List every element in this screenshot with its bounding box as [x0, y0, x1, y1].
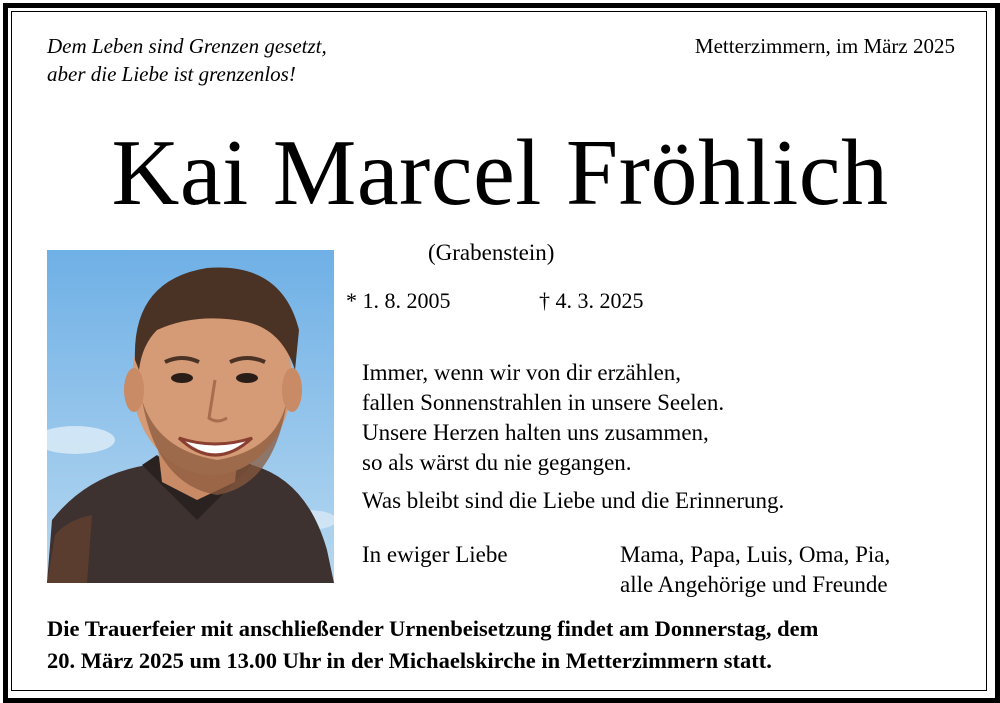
- death-date: † 4. 3. 2025: [539, 288, 644, 313]
- funeral-notice-line-2: 20. März 2025 um 13.00 Uhr in der Michaelskirche in Metterzimmern statt.: [47, 648, 772, 673]
- portrait-photo: [47, 250, 334, 583]
- place-date: Metterzimmern, im März 2025: [694, 34, 955, 58]
- poem-final-line: Was bleibt sind die Liebe und die Erinnerung.: [362, 488, 785, 513]
- poem-line: so als wärst du nie gegangen.: [362, 450, 632, 475]
- poem: [362, 358, 724, 478]
- funeral-notice-line-1: Die Trauerfeier mit anschließender Urnenbeisetzung findet am Donnerstag, dem: [47, 616, 819, 641]
- funeral-notice: [47, 613, 818, 677]
- birth-date: * 1. 8. 2005: [346, 288, 451, 313]
- poem-line: fallen Sonnenstrahlen in unsere Seelen.: [362, 390, 725, 415]
- origin: (Grabenstein): [428, 240, 555, 265]
- motto: [47, 32, 327, 88]
- poem-line: Immer, wenn wir von dir erzählen,: [362, 360, 682, 385]
- mourners-line-1: Mama, Papa, Luis, Oma, Pia,: [620, 542, 891, 567]
- motto-line-1: Dem Leben sind Grenzen gesetzt,: [47, 34, 327, 58]
- mourners: [620, 540, 890, 600]
- mourners-line-2: alle Angehörige und Freunde: [620, 572, 888, 597]
- closing-phrase: In ewiger Liebe: [362, 542, 508, 567]
- poem-line: Unsere Herzen halten uns zusammen,: [362, 420, 709, 445]
- deceased-name: Kai Marcel Fröhlich: [111, 121, 889, 225]
- motto-line-2: aber die Liebe ist grenzenlos!: [47, 62, 296, 86]
